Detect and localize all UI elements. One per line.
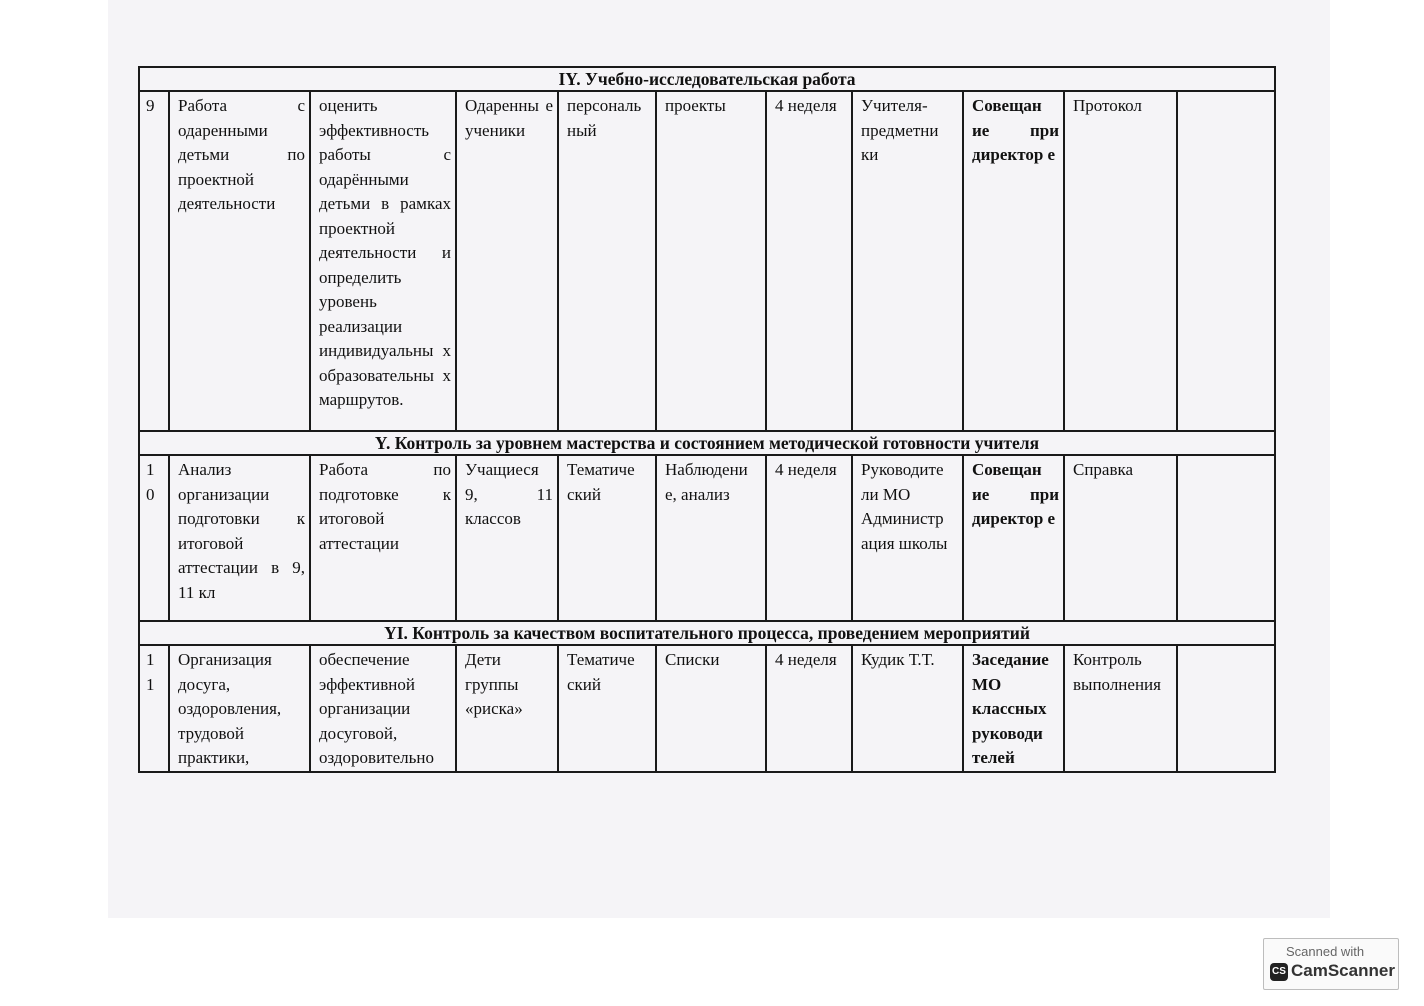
type-cell-text: Тематиче ский	[567, 650, 635, 694]
goal-cell	[310, 645, 456, 772]
meeting-cell	[963, 645, 1064, 772]
topic-cell-text: Работа с одаренными детьми по проектной деятельности	[178, 96, 305, 213]
goal-cell-text: оценить эффективность работы с одарёнными детьми в рамках проектной деятельности и определить уровень реализации индивидуальны х образовательны х маршрутов.	[319, 96, 451, 409]
result-cell	[1064, 645, 1177, 772]
object-cell-text: Учащиеся 9, 11 классов	[465, 460, 553, 528]
method-cell	[656, 645, 766, 772]
section-header-row	[139, 621, 1275, 645]
control-plan-table	[138, 66, 1276, 773]
result-cell-text: Контроль выполнения	[1073, 650, 1161, 694]
responsible-cell-text: Руководите ли МО	[861, 460, 944, 504]
section-title: Y. Контроль за уровнем мастерства и состоянием методической готовности учителя	[139, 431, 1275, 455]
notes-cell	[1177, 645, 1275, 772]
method-cell	[656, 455, 766, 621]
method-cell-text: проекты	[665, 96, 726, 115]
camscanner-logo-icon: CS	[1270, 963, 1288, 981]
row-number-text: 1	[146, 460, 155, 479]
table-row	[139, 455, 1275, 621]
method-cell	[656, 91, 766, 431]
topic-cell-text: Организация досуга, оздоровления, трудовой практики,	[178, 650, 282, 767]
responsible-cell	[852, 91, 963, 431]
table-row	[139, 91, 1275, 431]
topic-cell	[169, 455, 310, 621]
section-header-row	[139, 431, 1275, 455]
result-cell-text: Справка	[1073, 460, 1134, 479]
type-cell-text: персональ ный	[567, 96, 642, 140]
row-number-text: 0	[146, 484, 155, 504]
row-number-text: 1	[146, 650, 155, 669]
meeting-cell-text: Совещан ие при директор е	[972, 96, 1059, 164]
goal-cell	[310, 455, 456, 621]
type-cell-text: Тематиче ский	[567, 460, 635, 504]
term-cell	[766, 91, 852, 431]
camscanner-badge	[1263, 938, 1399, 990]
row-number	[139, 645, 169, 772]
term-cell	[766, 645, 852, 772]
type-cell	[558, 455, 656, 621]
meeting-cell-text: Совещан ие при директор е	[972, 460, 1059, 528]
method-cell-text: Наблюдени е, анализ	[665, 460, 748, 504]
badge-brand-name: CamScanner	[1291, 961, 1395, 980]
method-cell-text: Списки	[665, 650, 720, 669]
term-cell	[766, 455, 852, 621]
notes-cell	[1177, 455, 1275, 621]
row-number	[139, 91, 169, 431]
responsible-cell	[852, 645, 963, 772]
topic-cell	[169, 645, 310, 772]
meeting-cell	[963, 455, 1064, 621]
section-header-row	[139, 67, 1275, 91]
row-number-text: 9	[146, 96, 155, 115]
badge-caption: Scanned with	[1286, 944, 1365, 959]
type-cell	[558, 91, 656, 431]
object-cell	[456, 91, 558, 431]
table-row	[139, 645, 1275, 772]
goal-cell-text: Работа по подготовке к итоговой аттестации	[319, 460, 451, 553]
notes-cell	[1177, 91, 1275, 431]
responsible-cell	[852, 455, 963, 621]
goal-cell	[310, 91, 456, 431]
goal-cell-text: обеспечение эффективной организации досуговой, оздоровительно	[319, 650, 434, 767]
responsible-cell-text: Учителя- предметни ки	[861, 96, 939, 164]
term-cell-text: 4 неделя	[775, 96, 837, 115]
section-title: IY. Учебно-исследовательская работа	[139, 67, 1275, 91]
row-number	[139, 455, 169, 621]
topic-cell	[169, 91, 310, 431]
table-body	[139, 67, 1275, 772]
term-cell-text: 4 неделя	[775, 460, 837, 479]
object-cell	[456, 645, 558, 772]
responsible-cell-text: Кудик Т.Т.	[861, 650, 935, 669]
meeting-cell-text: Заседание МО классных руководи телей	[972, 650, 1049, 767]
result-cell-text: Протокол	[1073, 96, 1142, 115]
topic-cell-text: Анализ организации подготовки к итоговой аттестации в 9, 11 кл	[178, 460, 305, 602]
result-cell	[1064, 455, 1177, 621]
section-title: YI. Контроль за качеством воспитательного процесса, проведением мероприятий	[139, 621, 1275, 645]
object-cell-text: Дети группы «риска»	[465, 650, 523, 718]
type-cell	[558, 645, 656, 772]
term-cell-text: 4 неделя	[775, 650, 837, 669]
row-number-text: 1	[146, 674, 155, 694]
meeting-cell	[963, 91, 1064, 431]
result-cell	[1064, 91, 1177, 431]
responsible-cell-text: Администр ация школы	[861, 509, 948, 553]
object-cell	[456, 455, 558, 621]
object-cell-text: Одаренны е ученики	[465, 96, 553, 140]
